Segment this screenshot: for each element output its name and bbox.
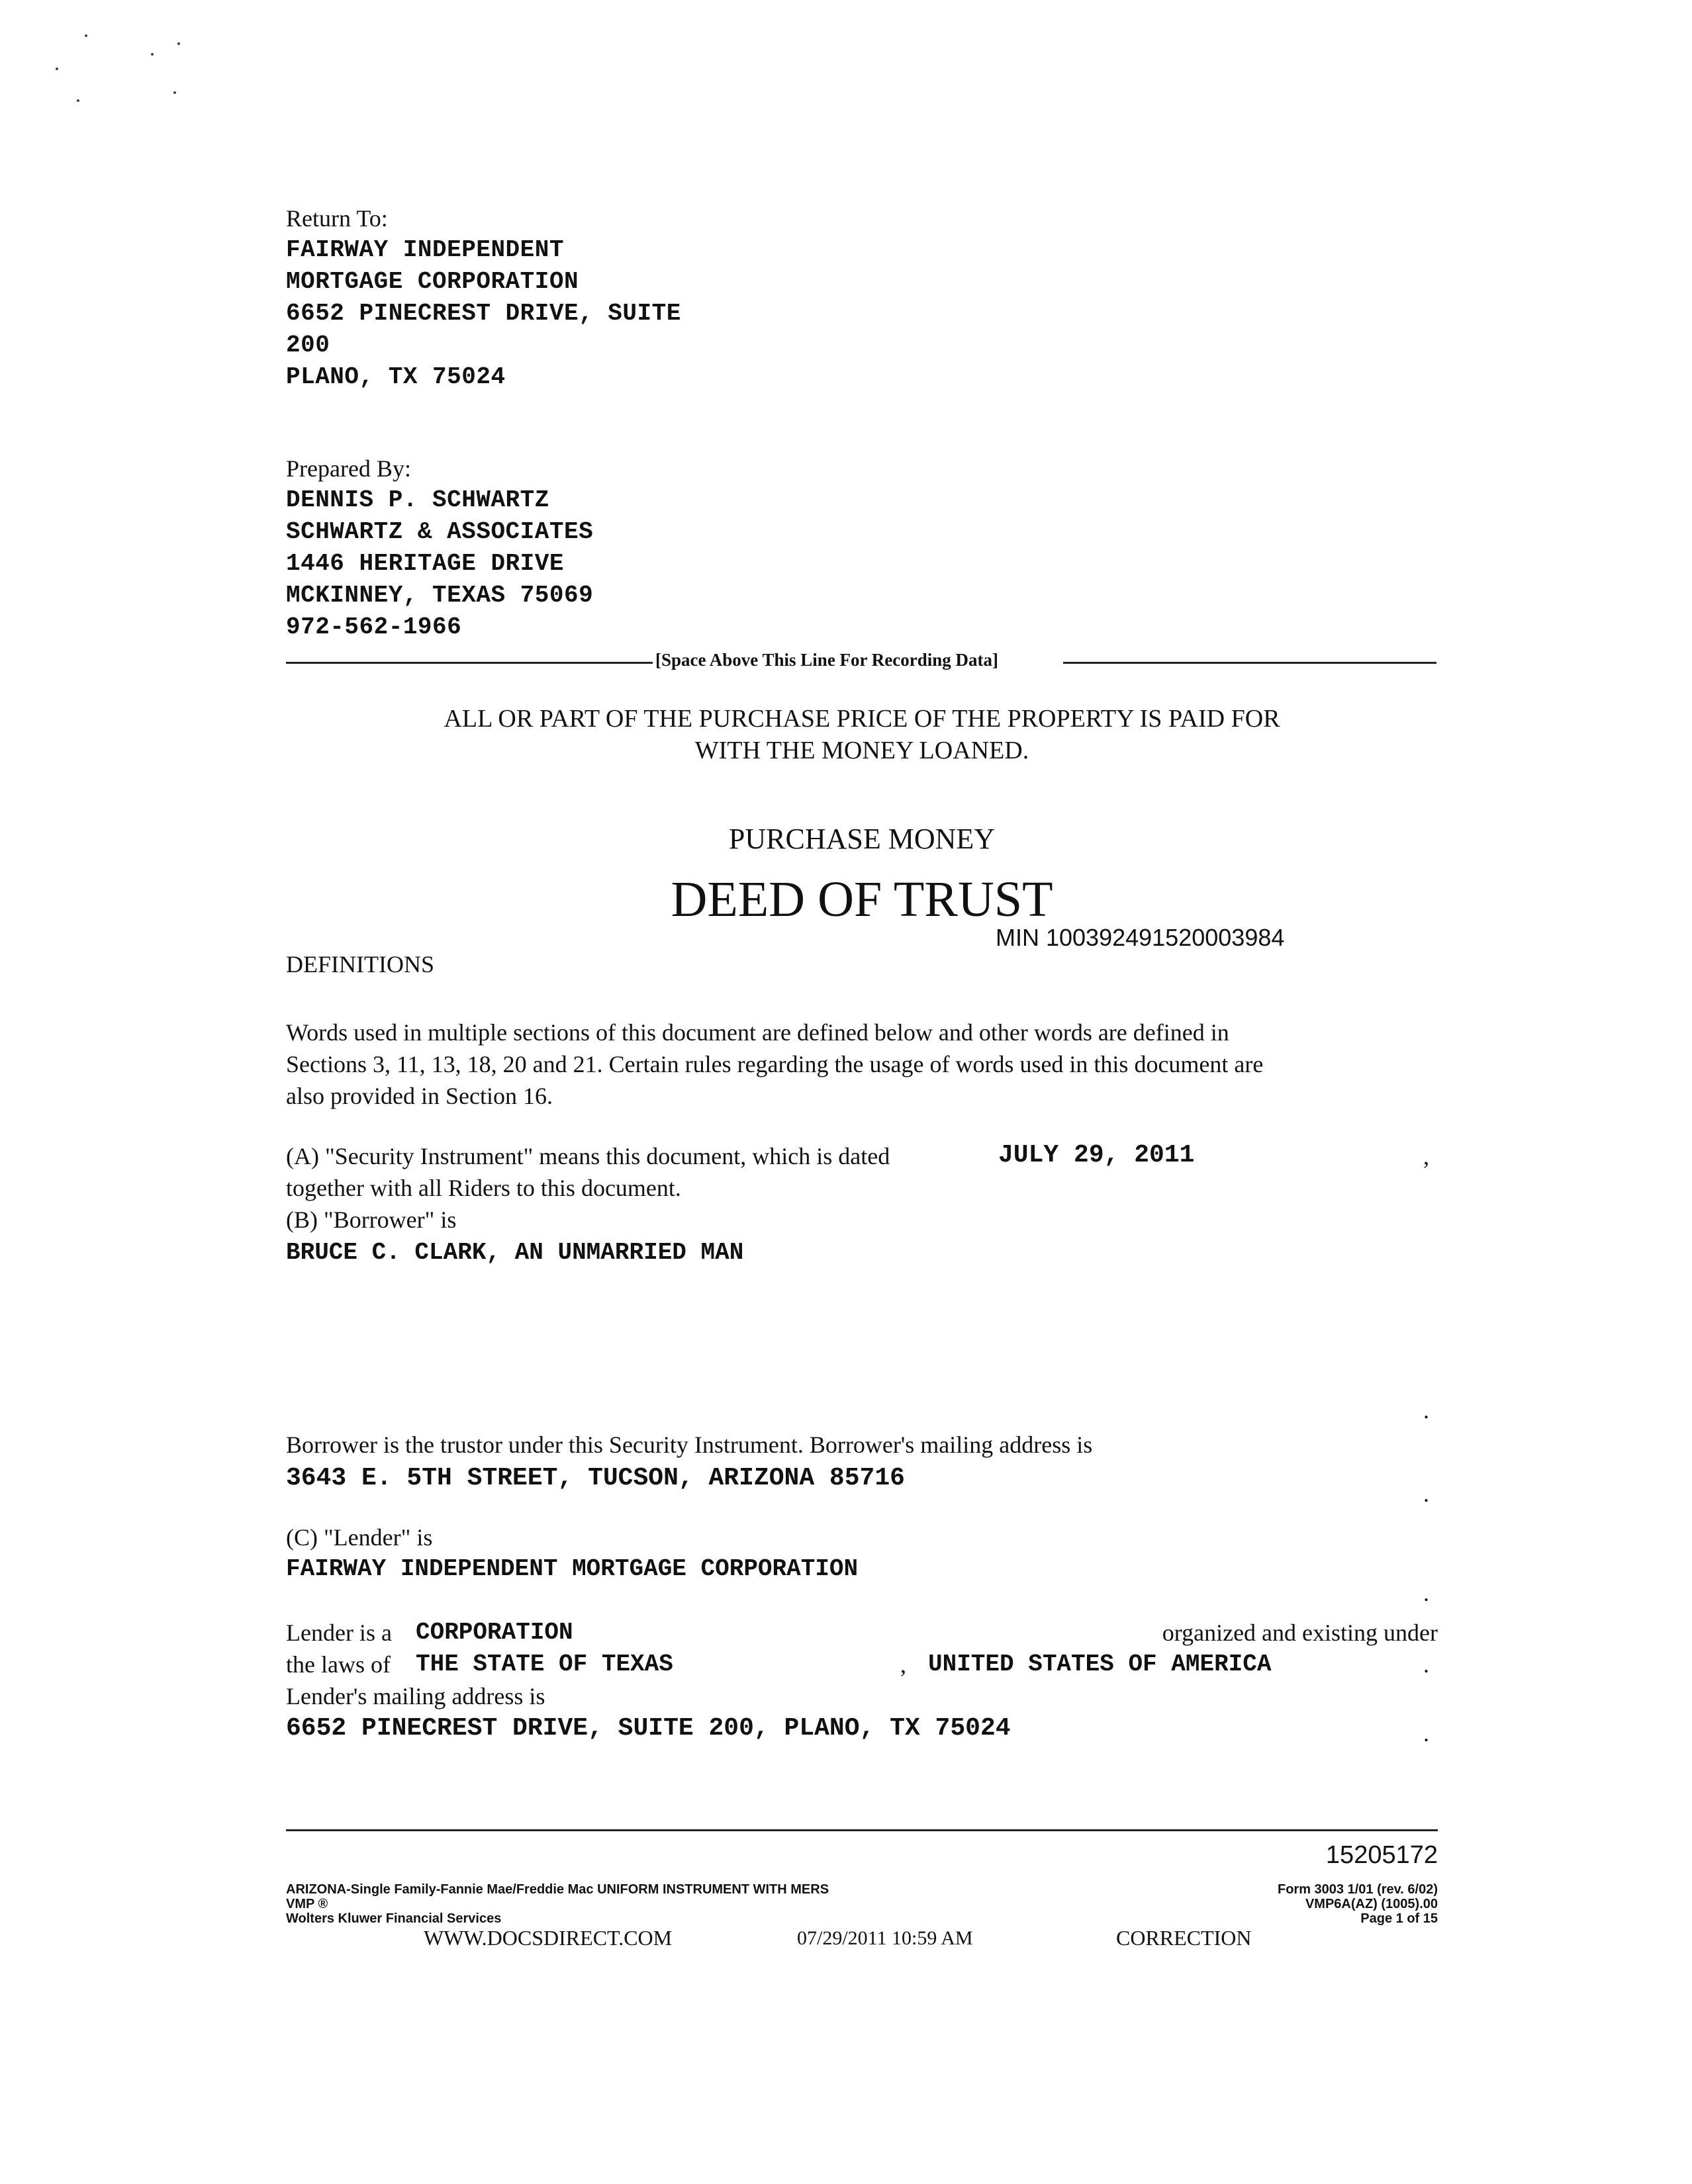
print-timestamp: 07/29/2011 10:59 AM (797, 1927, 973, 1949)
intro-line (286, 1017, 1438, 1048)
form-code: Form 3003 1/01 (rev. 6/02) (1278, 1882, 1438, 1897)
form-description (286, 1882, 829, 1926)
footer-rule (286, 1829, 1438, 1831)
notice-line: ALL OR PART OF THE PURCHASE PRICE OF THE PROPERTY IS PAID FOR (444, 705, 1280, 733)
lender-state: THE STATE OF TEXAS (416, 1651, 673, 1678)
borrower-address-text: Borrower is the trustor under this Security Instrument. Borrower's mailing address is (286, 1432, 1093, 1458)
form-code: VMP6A(AZ) (1005).00 (1305, 1897, 1438, 1911)
return-to-line: PLANO, TX 75024 (286, 363, 506, 390)
return-to-line: 200 (286, 332, 330, 359)
return-to-line: MORTGAGE CORPORATION (286, 268, 579, 295)
form-line: ARIZONA-Single Family-Fannie Mae/Freddie Mac UNIFORM INSTRUMENT WITH MERS (286, 1882, 829, 1897)
definition-a-continued: together with all Riders to this document. (286, 1175, 681, 1201)
definition-c-text: (C) "Lender" is (286, 1524, 433, 1551)
prepared-by-line: 1446 HERITAGE DRIVE (286, 550, 564, 577)
recording-rule-right (1063, 662, 1436, 664)
purchase-money-notice (286, 703, 1438, 766)
definition-a-date: JULY 29, 2011 (998, 1141, 1195, 1169)
prepared-by-line: DENNIS P. SCHWARTZ (286, 486, 549, 514)
laws-period: . (1423, 1651, 1429, 1678)
lender-country: UNITED STATES OF AMERICA (928, 1651, 1272, 1678)
intro-line: Sections 3, 11, 13, 18, 20 and 21. Certain rules regarding the usage of words used in this document are (286, 1051, 1264, 1077)
document-title: DEED OF TRUST (671, 872, 1053, 927)
borrower-name: BRUCE C. CLARK, AN UNMARRIED MAN (286, 1239, 744, 1266)
prepared-by-line: MCKINNEY, TEXAS 75069 (286, 582, 594, 609)
borrower-address-period: . (1423, 1480, 1429, 1507)
return-to-block (286, 203, 681, 393)
lender-address-period: . (1423, 1720, 1429, 1747)
definitions-heading: DEFINITIONS (286, 951, 434, 978)
scan-speck (85, 34, 87, 37)
prepared-by-line: SCHWARTZ & ASSOCIATES (286, 518, 594, 545)
notice-line: WITH THE MONEY LOANED. (694, 737, 1029, 764)
definition-a-comma: , (1423, 1143, 1429, 1169)
lender-is-a-text: Lender is a (286, 1619, 392, 1646)
min-number: MIN 100392491520003984 (996, 924, 1285, 951)
prepared-by-label: Prepared By: (286, 455, 411, 482)
lender-type: CORPORATION (416, 1619, 573, 1646)
definition-c-period: . (1423, 1580, 1429, 1606)
correction-status: CORRECTION (1116, 1926, 1252, 1950)
prepared-by-line: 972-562-1966 (286, 614, 462, 641)
intro-line-text: Words used in multiple sections of this document are defined below and other words are defined in (286, 1019, 1229, 1046)
scan-speck (151, 53, 154, 56)
borrower-address: 3643 E. 5TH STREET, TUCSON, ARIZONA 85716 (286, 1464, 905, 1492)
docs-website: WWW.DOCSDIRECT.COM (424, 1926, 673, 1950)
prepared-by-block (286, 453, 593, 643)
scan-speck (173, 91, 176, 94)
laws-comma: , (900, 1651, 906, 1678)
scan-speck (56, 68, 58, 70)
definition-b-text: (B) "Borrower" is (286, 1206, 457, 1233)
form-line: Wolters Kluwer Financial Services (286, 1911, 502, 1926)
return-to-line: FAIRWAY INDEPENDENT (286, 236, 564, 263)
return-to-label: Return To: (286, 205, 388, 232)
return-to-line: 6652 PINECREST DRIVE, SUITE (286, 300, 681, 327)
document-subtitle: PURCHASE MONEY (728, 823, 996, 855)
form-line: VMP ® (286, 1897, 328, 1911)
scan-speck (177, 42, 180, 45)
form-codes (1173, 1882, 1438, 1926)
definition-b-period: . (1423, 1397, 1429, 1424)
laws-of-text: the laws of (286, 1651, 391, 1678)
lender-name: FAIRWAY INDEPENDENT MORTGAGE CORPORATION (286, 1555, 859, 1582)
recording-rule-left (286, 662, 653, 664)
page-number: Page 1 of 15 (1360, 1911, 1438, 1926)
intro-line: also provided in Section 16. (286, 1083, 553, 1109)
loan-number: 15205172 (1325, 1841, 1438, 1869)
definitions-intro (286, 1017, 1438, 1112)
lender-address-text: Lender's mailing address is (286, 1683, 545, 1709)
scan-speck (77, 99, 79, 102)
definition-a-text: (A) "Security Instrument" means this document, which is dated (286, 1143, 890, 1169)
organized-text: organized and existing under (1162, 1619, 1438, 1646)
lender-address: 6652 PINECREST DRIVE, SUITE 200, PLANO, TX 75024 (286, 1714, 1011, 1743)
recording-divider-label: [Space Above This Line For Recording Data] (655, 650, 999, 670)
